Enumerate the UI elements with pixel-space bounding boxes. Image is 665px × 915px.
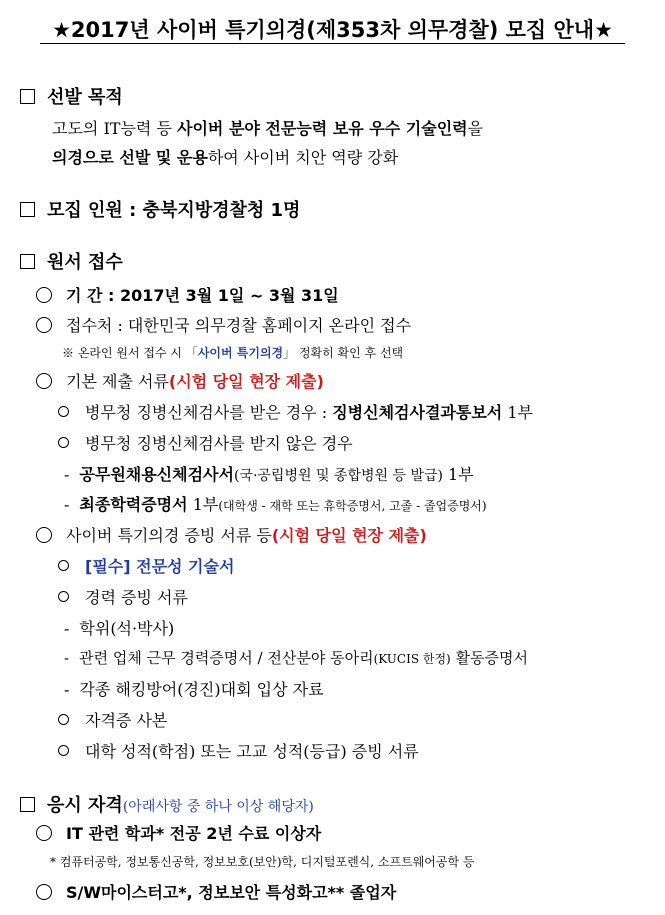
cyber-item-2: 경력 증빙 서류	[58, 585, 188, 608]
bullet-dash-icon: -	[64, 619, 70, 638]
page-title: ★2017년 사이버 특기의경(제353차 의무경찰) 모집 안내★	[52, 18, 613, 42]
cyber-item-1: [필수] 전문성 기술서	[58, 554, 234, 577]
section-recruit-heading: 모집 인원 : 충북지방경찰청 1명	[20, 196, 300, 222]
checkbox-square-icon	[20, 89, 35, 104]
doc-item-2: 병무청 징병신체검사를 받지 않은 경우	[58, 431, 353, 454]
qualification-item-1: IT 관련 학과* 전공 2년 수료 이상자	[36, 821, 321, 844]
bullet-dash-icon: -	[64, 680, 70, 699]
doc-item-3: - 공무원채용신체검사서(국·공립병원 및 종합병원 등 발급) 1부	[64, 465, 474, 484]
bullet-circle-icon	[36, 287, 52, 303]
purpose-line-2: 의경으로 선발 및 운용하여 사이버 치안 역량 강화	[52, 148, 399, 167]
bullet-dash-icon: -	[64, 465, 70, 484]
bullet-dash-icon: -	[64, 649, 70, 667]
qualification-item-2: S/W마이스터고*, 정보보안 특성화고** 졸업자	[36, 880, 396, 903]
bullet-circle-icon	[36, 317, 52, 333]
checkbox-square-icon	[20, 254, 35, 269]
bullet-small-circle-icon	[58, 437, 69, 448]
checkbox-square-icon	[20, 202, 35, 217]
bullet-circle-icon	[36, 825, 52, 841]
doc-item-1: 병무청 징병신체검사를 받은 경우 : 징병신체검사결과통보서 1부	[58, 400, 533, 423]
reception-note: ※ 온라인 원서 접수 시 「사이버 특기의경」 정확히 확인 후 선택	[62, 346, 404, 360]
cyber-item-6: 자격증 사본	[58, 708, 167, 731]
bullet-small-circle-icon	[58, 745, 69, 756]
section-purpose-heading: 선발 목적	[20, 83, 123, 109]
bullet-small-circle-icon	[58, 406, 69, 417]
title-underline	[40, 43, 625, 44]
bullet-small-circle-icon	[58, 591, 69, 602]
cyber-item-3: - 학위(석·박사)	[64, 619, 175, 638]
cyber-item-5: - 각종 해킹방어(경진)대회 입상 자료	[64, 680, 324, 699]
period-item: 기 간 : 2017년 3월 1일 ~ 3월 31일	[36, 283, 339, 306]
bullet-small-circle-icon	[58, 714, 69, 725]
cyber-docs-item: 사이버 특기의경 증빙 서류 등(시험 당일 현장 제출)	[36, 523, 427, 546]
bullet-circle-icon	[36, 884, 52, 900]
bullet-circle-icon	[36, 373, 52, 389]
section-qualification-heading: 응시 자격(아래사항 중 하나 이상 해당자)	[20, 791, 314, 817]
doc-item-4: - 최종학력증명서 1부(대학생 - 재학 또는 휴학증명서, 고졸 - 졸업증명서)	[64, 495, 487, 514]
checkbox-square-icon	[20, 797, 35, 812]
bullet-dash-icon: -	[64, 495, 70, 514]
cyber-item-4: - 관련 업체 근무 경력증명서 / 전산분야 동아리(KUCIS 한정) 활동증명서	[64, 649, 528, 667]
section-application-heading: 원서 접수	[20, 248, 123, 274]
bullet-circle-icon	[36, 527, 52, 543]
basic-docs-item: 기본 제출 서류(시험 당일 현장 제출)	[36, 369, 324, 392]
cyber-item-7: 대학 성적(학점) 또는 고교 성적(등급) 증빙 서류	[58, 739, 419, 762]
purpose-line-1: 고도의 IT능력 등 사이버 분야 전문능력 보유 우수 기술인력을	[52, 119, 484, 138]
qualification-note-1: * 컴퓨터공학, 정보통신공학, 정보보호(보안)학, 디지털포렌식, 소프트웨어공학 등	[50, 855, 475, 869]
reception-item: 접수처 : 대한민국 의무경찰 홈페이지 온라인 접수	[36, 313, 411, 336]
bullet-small-circle-icon	[58, 560, 69, 571]
